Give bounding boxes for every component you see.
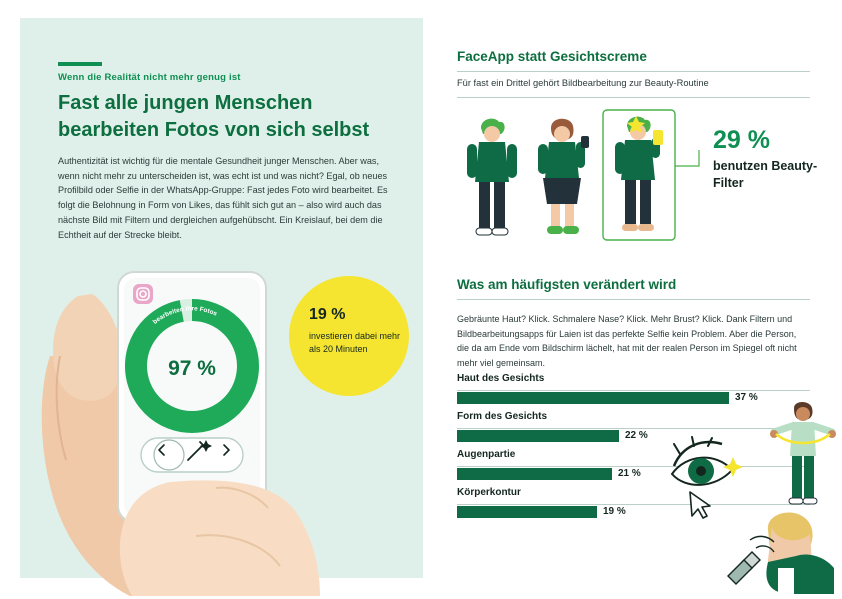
body-measure-illustration bbox=[770, 398, 838, 516]
bar-label-3: Körperkontur bbox=[457, 487, 521, 498]
section1-title: FaceApp statt Gesichtscreme bbox=[457, 49, 647, 64]
bar-rule-1 bbox=[457, 428, 810, 429]
bar-value-2: 21 % bbox=[618, 468, 641, 479]
face-shaving-illustration bbox=[716, 508, 834, 594]
stat-circle-percent: 19 % bbox=[309, 306, 346, 323]
intro-paragraph: Authentizität ist wichtig für die mentale Gesundheit junger Menschen. Aber was, wenn nicht mehr zu unterscheiden ist, was echt ist und was nicht? Egal, ob neues Profilbild oder Selfie in der WhatsApp-Gruppe: Fast jedes Foto wird bearbeitet. Es folgt die Belohnung in Form von Likes, das fühlt sich gut an – also wird auch das nächste Bild mit Filtern und dergleichen aufgehübscht. Ein Kreislauf, bei dem die Echtheit auf der Strecke bleibt. bbox=[58, 156, 388, 240]
bar-rule-3 bbox=[457, 504, 810, 505]
bar-value-1: 22 % bbox=[625, 430, 648, 441]
section1-rule-top bbox=[457, 71, 810, 72]
bar-rule-0 bbox=[457, 390, 810, 391]
bar-rule-2 bbox=[457, 466, 810, 467]
bar-fill-2 bbox=[457, 468, 612, 480]
kicker-accent-bar bbox=[58, 62, 102, 66]
beauty-filter-caption: benutzen Beauty-Filter bbox=[713, 159, 818, 190]
bar-fill-3 bbox=[457, 506, 597, 518]
bar-label-1: Form des Gesichts bbox=[457, 411, 548, 422]
bar-value-0: 37 % bbox=[735, 392, 758, 403]
section2-paragraph: Gebräunte Haut? Klick. Schmalere Nase? Klick. Mehr Brust? Klick. Dank Filtern und Bildbearbeitungsapps für Laien ist das perfekte Selfie kein Problem. Aber die Person, die da am Ende vom Bildschirm lächelt, hat mit der realen Person im Spiegel oft nicht mehr viel gemeinsam. bbox=[457, 314, 797, 368]
bar-fill-1 bbox=[457, 430, 619, 442]
bar-value-3: 19 % bbox=[603, 506, 626, 517]
kicker-text: Wenn die Realität nicht mehr genug ist bbox=[58, 72, 241, 83]
section2-title: Was am häufigsten verändert wird bbox=[457, 277, 677, 292]
section1-subtitle: Für fast ein Drittel gehört Bildbearbeitung zur Beauty-Routine bbox=[457, 78, 709, 88]
svg-text:bearbeiten ihre Fotos: bearbeiten ihre Fotos bbox=[151, 305, 219, 326]
bar-label-0: Haut des Gesichts bbox=[457, 373, 545, 384]
left-panel bbox=[20, 18, 423, 578]
page-title: Fast alle jungen Menschen bearbeiten Fotos von sich selbst bbox=[58, 92, 370, 141]
bar-fill-0 bbox=[457, 392, 729, 404]
beauty-filter-percent: 29 % bbox=[713, 126, 770, 154]
bar-label-2: Augenpartie bbox=[457, 449, 516, 460]
svg-text:97 %: 97 % bbox=[168, 357, 216, 380]
people-pictogram bbox=[455, 108, 705, 248]
stat-circle-caption: investieren dabei mehr als 20 Minuten bbox=[309, 331, 401, 355]
section2-rule bbox=[457, 299, 810, 300]
section1-rule-bottom bbox=[457, 97, 810, 98]
